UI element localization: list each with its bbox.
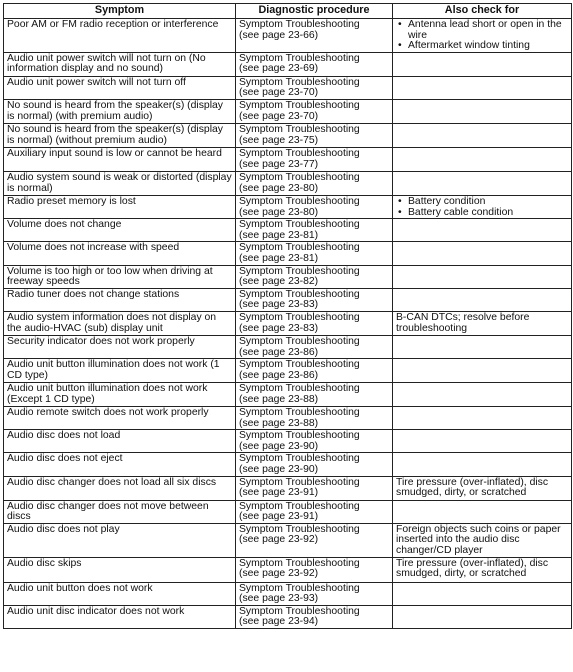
table-row bbox=[4, 242, 572, 265]
also-check-cell bbox=[393, 123, 572, 147]
table-row bbox=[4, 76, 572, 99]
procedure-link: Symptom Troubleshooting bbox=[239, 171, 360, 183]
also-check-cell bbox=[393, 430, 572, 453]
also-check-cell bbox=[393, 383, 572, 407]
procedure-link: Symptom Troubleshooting bbox=[239, 476, 360, 488]
procedure-link: Symptom Troubleshooting bbox=[239, 288, 360, 300]
table-row bbox=[4, 288, 572, 311]
diagnostic-procedure-cell bbox=[236, 171, 393, 195]
procedure-link: Symptom Troubleshooting bbox=[239, 76, 360, 88]
diagnostic-procedure-cell bbox=[236, 557, 393, 582]
procedure-link: Symptom Troubleshooting bbox=[239, 383, 360, 395]
header-diagnostic-procedure: Diagnostic procedure bbox=[236, 4, 393, 19]
symptom-cell: Audio unit button illumination does not work (Except 1 CD type) bbox=[4, 383, 236, 407]
page-reference: (see page 23-94) bbox=[239, 616, 319, 628]
procedure-link: Symptom Troubleshooting bbox=[239, 453, 360, 465]
diagnostic-procedure-cell bbox=[236, 52, 393, 76]
also-check-cell bbox=[393, 500, 572, 523]
also-check-cell: Foreign objects such coins or paper inserted into the audio disc changer/CD player bbox=[393, 523, 572, 557]
also-check-cell bbox=[393, 147, 572, 171]
symptom-cell: Auxiliary input sound is low or cannot be heard bbox=[4, 147, 236, 171]
symptom-cell: Audio system sound is weak or distorted (display is normal) bbox=[4, 171, 236, 195]
check-list-item: • Antenna lead short or open in the wire bbox=[396, 20, 568, 41]
procedure-link: Symptom Troubleshooting bbox=[239, 147, 360, 159]
diagnostic-procedure-cell bbox=[236, 430, 393, 453]
table-row bbox=[4, 19, 572, 53]
table-row bbox=[4, 99, 572, 123]
procedure-link: Symptom Troubleshooting bbox=[239, 123, 360, 135]
page-reference: (see page 23-80) bbox=[239, 182, 319, 194]
table-row bbox=[4, 171, 572, 195]
also-check-cell bbox=[393, 265, 572, 288]
procedure-link: Symptom Troubleshooting bbox=[239, 430, 360, 442]
symptom-cell: Radio preset memory is lost bbox=[4, 195, 236, 218]
page-reference: (see page 23-70) bbox=[239, 110, 319, 122]
diagnostic-procedure-cell bbox=[236, 147, 393, 171]
check-list-item: • Battery condition bbox=[396, 197, 568, 208]
symptom-cell: Audio unit power switch will not turn off bbox=[4, 76, 236, 99]
table-row bbox=[4, 605, 572, 628]
page-reference: (see page 23-82) bbox=[239, 276, 319, 288]
also-check-cell: B-CAN DTCs; resolve before troubleshooting bbox=[393, 311, 572, 335]
page-reference: (see page 23-80) bbox=[239, 206, 319, 218]
table-row bbox=[4, 582, 572, 605]
check-list bbox=[396, 197, 568, 218]
symptom-cell: Audio disc does not load bbox=[4, 430, 236, 453]
diagnostic-procedure-cell bbox=[236, 219, 393, 242]
also-check-cell bbox=[393, 52, 572, 76]
diagnostic-procedure-cell bbox=[236, 453, 393, 476]
page-reference: (see page 23-93) bbox=[239, 593, 319, 605]
page-reference: (see page 23-90) bbox=[239, 440, 319, 452]
procedure-link: Symptom Troubleshooting bbox=[239, 99, 360, 111]
symptom-cell: Audio system information does not display on the audio-HVAC (sub) display unit bbox=[4, 311, 236, 335]
page-reference: (see page 23-77) bbox=[239, 158, 319, 170]
diagnostic-procedure-cell bbox=[236, 476, 393, 500]
symptom-cell: Radio tuner does not change stations bbox=[4, 288, 236, 311]
symptom-troubleshooting-table bbox=[3, 3, 572, 629]
diagnostic-procedure-cell bbox=[236, 500, 393, 523]
page-reference: (see page 23-92) bbox=[239, 534, 319, 546]
diagnostic-procedure-cell bbox=[236, 523, 393, 557]
symptom-cell: Audio unit disc indicator does not work bbox=[4, 605, 236, 628]
also-check-cell bbox=[393, 19, 572, 53]
also-check-cell: Tire pressure (over-inflated), disc smudged, dirty, or scratched bbox=[393, 557, 572, 582]
diagnostic-procedure-cell bbox=[236, 582, 393, 605]
diagnostic-procedure-cell bbox=[236, 311, 393, 335]
check-list-item: • Aftermarket window tinting bbox=[396, 41, 568, 52]
table-row bbox=[4, 557, 572, 582]
page-reference: (see page 23-91) bbox=[239, 511, 319, 523]
diagnostic-procedure-cell bbox=[236, 76, 393, 99]
table-row bbox=[4, 311, 572, 335]
page-reference: (see page 23-81) bbox=[239, 252, 319, 264]
diagnostic-procedure-cell bbox=[236, 195, 393, 218]
page-reference: (see page 23-81) bbox=[239, 229, 319, 241]
table-row bbox=[4, 265, 572, 288]
symptom-cell: Volume is too high or too low when driving at freeway speeds bbox=[4, 265, 236, 288]
table-row bbox=[4, 123, 572, 147]
check-list bbox=[396, 20, 568, 52]
procedure-link: Symptom Troubleshooting bbox=[239, 19, 360, 30]
also-check-cell bbox=[393, 407, 572, 430]
symptom-cell: Volume does not increase with speed bbox=[4, 242, 236, 265]
table-row bbox=[4, 407, 572, 430]
table-row bbox=[4, 476, 572, 500]
diagnostic-procedure-cell bbox=[236, 359, 393, 383]
also-check-cell bbox=[393, 76, 572, 99]
also-check-cell bbox=[393, 605, 572, 628]
table-header-row bbox=[4, 4, 572, 19]
diagnostic-procedure-cell bbox=[236, 335, 393, 358]
table-row bbox=[4, 523, 572, 557]
table-row bbox=[4, 430, 572, 453]
diagnostic-procedure-cell bbox=[236, 265, 393, 288]
diagnostic-procedure-cell bbox=[236, 383, 393, 407]
page-reference: (see page 23-92) bbox=[239, 568, 319, 580]
table-row bbox=[4, 500, 572, 523]
symptom-cell: Audio disc skips bbox=[4, 557, 236, 582]
header-also-check-for: Also check for bbox=[393, 4, 572, 19]
table-row bbox=[4, 195, 572, 218]
symptom-cell: Audio unit button does not work bbox=[4, 582, 236, 605]
check-list-item: • Battery cable condition bbox=[396, 208, 568, 219]
also-check-cell bbox=[393, 242, 572, 265]
page-reference: (see page 23-70) bbox=[239, 87, 319, 99]
also-check-cell bbox=[393, 195, 572, 218]
procedure-link: Symptom Troubleshooting bbox=[239, 359, 360, 371]
table-row bbox=[4, 219, 572, 242]
page-reference: (see page 23-75) bbox=[239, 134, 319, 146]
page-reference: (see page 23-88) bbox=[239, 417, 319, 429]
procedure-link: Symptom Troubleshooting bbox=[239, 265, 360, 277]
procedure-link: Symptom Troubleshooting bbox=[239, 605, 360, 617]
page-reference: (see page 23-90) bbox=[239, 464, 319, 476]
symptom-cell: No sound is heard from the speaker(s) (display is normal) (without premium audio) bbox=[4, 123, 236, 147]
procedure-link: Symptom Troubleshooting bbox=[239, 195, 360, 207]
diagnostic-procedure-cell bbox=[236, 407, 393, 430]
table-row bbox=[4, 453, 572, 476]
page-reference: (see page 23-86) bbox=[239, 369, 319, 381]
symptom-cell: Audio disc changer does not move between discs bbox=[4, 500, 236, 523]
symptom-cell: Audio disc changer does not load all six discs bbox=[4, 476, 236, 500]
procedure-link: Symptom Troubleshooting bbox=[239, 311, 360, 323]
also-check-cell bbox=[393, 453, 572, 476]
procedure-link: Symptom Troubleshooting bbox=[239, 557, 360, 569]
also-check-cell bbox=[393, 359, 572, 383]
table-row bbox=[4, 52, 572, 76]
symptom-cell: No sound is heard from the speaker(s) (display is normal) (with premium audio) bbox=[4, 99, 236, 123]
table-row bbox=[4, 383, 572, 407]
diagnostic-procedure-cell bbox=[236, 605, 393, 628]
table-row bbox=[4, 359, 572, 383]
page-reference: (see page 23-66) bbox=[239, 29, 319, 41]
diagnostic-procedure-cell bbox=[236, 99, 393, 123]
also-check-cell bbox=[393, 219, 572, 242]
also-check-cell bbox=[393, 335, 572, 358]
page-reference: (see page 23-83) bbox=[239, 322, 319, 334]
also-check-cell bbox=[393, 171, 572, 195]
procedure-link: Symptom Troubleshooting bbox=[239, 52, 360, 64]
symptom-cell: Security indicator does not work properly bbox=[4, 335, 236, 358]
also-check-cell bbox=[393, 99, 572, 123]
page-reference: (see page 23-83) bbox=[239, 299, 319, 311]
also-check-cell bbox=[393, 288, 572, 311]
table-row bbox=[4, 147, 572, 171]
procedure-link: Symptom Troubleshooting bbox=[239, 500, 360, 512]
page-reference: (see page 23-86) bbox=[239, 346, 319, 358]
page-reference: (see page 23-88) bbox=[239, 393, 319, 405]
symptom-cell: Audio unit power switch will not turn on (No information display and no sound) bbox=[4, 52, 236, 76]
symptom-cell: Audio remote switch does not work properly bbox=[4, 407, 236, 430]
symptom-cell: Poor AM or FM radio reception or interference bbox=[4, 19, 236, 53]
diagnostic-procedure-cell bbox=[236, 288, 393, 311]
symptom-cell: Audio disc does not play bbox=[4, 523, 236, 557]
page-reference: (see page 23-91) bbox=[239, 487, 319, 499]
also-check-cell bbox=[393, 582, 572, 605]
symptom-cell: Volume does not change bbox=[4, 219, 236, 242]
diagnostic-procedure-cell bbox=[236, 123, 393, 147]
page-reference: (see page 23-69) bbox=[239, 63, 319, 75]
procedure-link: Symptom Troubleshooting bbox=[239, 582, 360, 594]
procedure-link: Symptom Troubleshooting bbox=[239, 407, 360, 419]
diagnostic-procedure-cell bbox=[236, 19, 393, 53]
header-symptom: Symptom bbox=[4, 4, 236, 19]
symptom-cell: Audio unit button illumination does not work (1 CD type) bbox=[4, 359, 236, 383]
procedure-link: Symptom Troubleshooting bbox=[239, 523, 360, 535]
also-check-cell: Tire pressure (over-inflated), disc smudged, dirty, or scratched bbox=[393, 476, 572, 500]
table-row bbox=[4, 335, 572, 358]
procedure-link: Symptom Troubleshooting bbox=[239, 242, 360, 254]
procedure-link: Symptom Troubleshooting bbox=[239, 335, 360, 347]
procedure-link: Symptom Troubleshooting bbox=[239, 219, 360, 231]
diagnostic-procedure-cell bbox=[236, 242, 393, 265]
symptom-cell: Audio disc does not eject bbox=[4, 453, 236, 476]
